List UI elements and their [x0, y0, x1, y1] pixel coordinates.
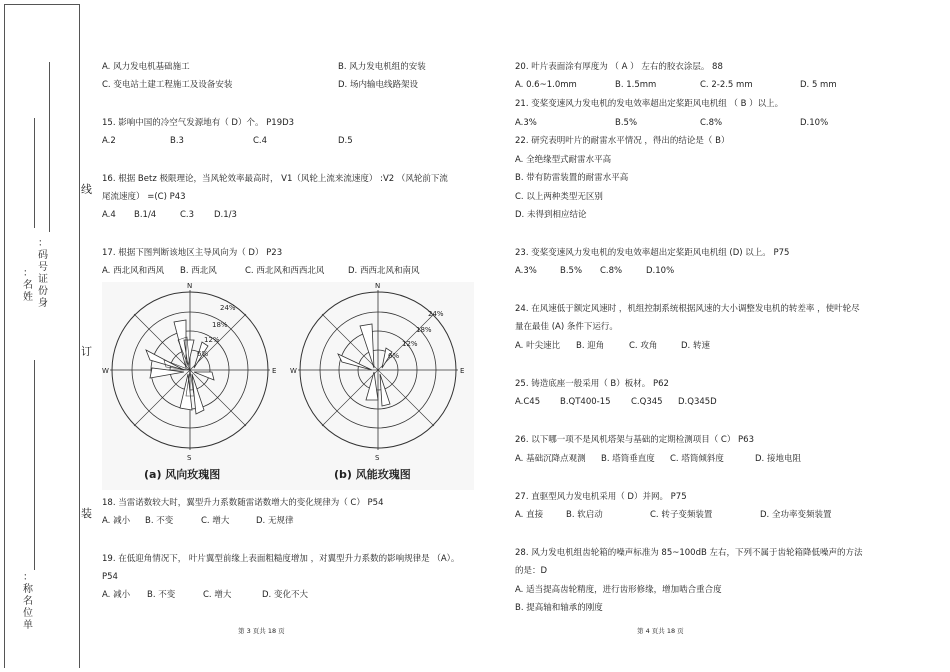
q23-text: 23. 变桨变速风力发电机的发电效率超出定桨距风电机组 (D) 以上。 P75 [515, 248, 790, 258]
q19-option-b: B. 不变 [147, 590, 176, 600]
q24-option-d: D. 转速 [681, 341, 710, 351]
name-label: ：名姓 [23, 268, 33, 303]
q16-option-a: A.4 [102, 210, 116, 220]
rose-b-south-label: S [375, 454, 380, 462]
rose-a-ring-24: 24% [220, 304, 236, 312]
q23-option-b: B.5% [560, 266, 583, 276]
q18-option-d: D. 无规律 [256, 516, 294, 526]
q24-option-a: A. 叶尖速比 [515, 341, 561, 351]
q23-option-d: D.10% [646, 266, 675, 276]
rose-a-south-label: S [187, 454, 192, 462]
q21-option-d: D.10% [800, 118, 829, 128]
q24-option-b: B. 迎角 [576, 341, 605, 351]
q19-text-line1: 19. 在低迎角情况下， 叶片翼型前缘上表面粗糙度增加 ，对翼型升力系数的影响规律是 （A）。 [102, 554, 460, 564]
q27-option-d: D. 全功率变频装置 [760, 510, 832, 520]
q25-option-a: A.C45 [515, 397, 541, 407]
binding-rule [79, 4, 80, 668]
q22-option-d: D. 未得到相应结论 [515, 210, 587, 220]
q19-text-line2: P54 [102, 572, 118, 582]
q22-option-c: C. 以上两种类型无区别 [515, 192, 603, 202]
q25-option-b: B.QT400-15 [560, 397, 611, 407]
q26-option-a: A. 基础沉降点观测 [515, 454, 586, 464]
binding-mark-zhuang: 装 [81, 507, 92, 520]
q26-option-b: B. 塔筒垂直度 [601, 454, 655, 464]
unit-label: ：称名位单 [23, 572, 33, 631]
name-field-line [34, 118, 35, 228]
q22-option-b: B. 带有防雷装置的耐雷水平高 [515, 173, 629, 183]
q21-option-a: A.3% [515, 118, 537, 128]
rose-b-north-label: N [375, 282, 381, 290]
rose-a-ring-18: 18% [212, 321, 228, 329]
q24-text-line1: 24. 在风速低于额定风速时 ，机组控制系统根据风速的大小调整发电机的转差率 ，使叶轮尽 [515, 304, 860, 314]
rose-b-ring-24: 24% [428, 310, 444, 318]
rose-a-ring-6: 6% [197, 350, 209, 358]
q19-option-c: C. 增大 [203, 590, 232, 600]
q18-option-c: C. 增大 [201, 516, 230, 526]
wind-rose-figure [102, 282, 474, 490]
rose-a-caption: (a) 风向玫瑰图 [144, 468, 221, 481]
q18-text: 18. 当雷诺数较大时，翼型升力系数随雷诺数增大的变化规律为（ C） P54 [102, 498, 384, 508]
q20-option-b: B. 1.5mm [615, 80, 657, 90]
id-field-line [49, 62, 50, 232]
q23-option-c: C.8% [600, 266, 623, 276]
q21-option-b: B.5% [615, 118, 638, 128]
q17-option-d: D. 西西北风和南风 [348, 266, 420, 276]
q28-option-a: A. 适当提高齿轮精度，进行齿形修缘，增加啮合重合度 [515, 585, 722, 595]
q26-text: 26. 以下哪一项不是风机塔架与基础的定期检测项目（ C） P63 [515, 435, 755, 445]
rose-b-caption: (b) 风能玫瑰图 [334, 468, 411, 481]
rose-a-east-label: E [272, 367, 277, 375]
q28-text-line1: 28. 风力发电机组齿轮箱的噪声标准为 85~100dB 左右，下列不属于齿轮箱降低噪声的方法 [515, 548, 863, 558]
q25-option-c: C.Q345 [631, 397, 663, 407]
rose-b-ring-18: 18% [416, 326, 432, 334]
q19-option-a: A. 减小 [102, 590, 131, 600]
q28-option-b: B. 提高轴和轴承的刚度 [515, 603, 603, 613]
q26-option-c: C. 塔筒倾斜度 [670, 454, 724, 464]
q17-option-a: A. 西北风和西风 [102, 266, 165, 276]
q20-text: 20. 叶片表面涂有厚度为 （ A ） 左右的胶衣涂层。 88 [515, 62, 723, 72]
q24-text-line2: 量在最佳 (A) 条件下运行。 [515, 322, 618, 332]
rose-a-west-label: W [102, 367, 109, 375]
q22-text: 22. 研究表明叶片的耐雷水平情况 ，得出的结论是（ B） [515, 136, 730, 146]
q14-option-c: C. 变电站土建工程施工及设备安装 [102, 80, 233, 90]
rose-b-west-label: W [290, 367, 297, 375]
binding-mark-ding: 订 [81, 345, 92, 358]
q20-option-d: D. 5 mm [800, 80, 837, 90]
q15-option-d: D.5 [338, 136, 353, 146]
q15-option-a: A.2 [102, 136, 116, 146]
q27-option-b: B. 软启动 [566, 510, 603, 520]
q15-option-b: B.3 [170, 136, 184, 146]
q14-option-a: A. 风力发电机基础施工 [102, 62, 190, 72]
id-number-label: ：码号证份身 [38, 238, 48, 309]
q15-option-c: C.4 [253, 136, 268, 146]
right-page-footer: 第 4 页共 18 页 [637, 627, 684, 635]
q17-text: 17. 根据下图判断该地区主导风向为（ D） P23 [102, 248, 283, 258]
q28-text-line2: 的是：D [515, 566, 548, 576]
q17-option-b: B. 西北风 [180, 266, 217, 276]
q16-option-c: C.3 [180, 210, 195, 220]
q25-option-d: D.Q345D [678, 397, 717, 407]
q22-option-a: A. 全绝缘型式耐雷水平高 [515, 155, 612, 165]
outer-border-top [4, 4, 80, 5]
q27-option-a: A. 直接 [515, 510, 544, 520]
q23-option-a: A.3% [515, 266, 537, 276]
q14-option-b: B. 风力发电机组的安装 [338, 62, 426, 72]
left-page-footer: 第 3 页共 18 页 [238, 627, 285, 635]
rose-a-ring-12: 12% [204, 336, 220, 344]
q25-text: 25. 铸造底座一般采用（ B）板材。 P62 [515, 379, 669, 389]
q18-option-a: A. 减小 [102, 516, 131, 526]
q21-text: 21. 变桨变速风力发电机的发电效率超出定桨距风电机组 （ B ）以上。 [515, 99, 784, 109]
q18-option-b: B. 不变 [145, 516, 174, 526]
q16-text-line1: 16. 根据 Betz 极限理论，当风轮效率最高时， V1（风轮上流来流速度） :V2 （风轮前下流 [102, 174, 448, 184]
q17-option-c: C. 西北风和西西北风 [245, 266, 325, 276]
q27-text: 27. 直驱型风力发电机采用（ D）并网。 P75 [515, 492, 687, 502]
q24-option-c: C. 攻角 [629, 341, 658, 351]
outer-border-left [4, 4, 5, 668]
q19-option-d: D. 变化不大 [262, 590, 308, 600]
q16-text-line2: 尾流速度） =(C) P43 [102, 192, 186, 202]
unit-field-line [34, 360, 35, 570]
rose-b-ring-12: 12% [402, 340, 418, 348]
q16-option-b: B.1/4 [134, 210, 157, 220]
q20-option-c: C. 2-2.5 mm [700, 80, 753, 90]
q26-option-d: D. 接地电阻 [755, 454, 801, 464]
rose-b-east-label: E [460, 367, 465, 375]
q16-option-d: D.1/3 [214, 210, 237, 220]
q21-option-c: C.8% [700, 118, 723, 128]
q14-option-d: D. 场内输电线路架设 [338, 80, 418, 90]
rose-b-ring-6: 6% [388, 352, 400, 360]
rose-a-north-label: N [187, 282, 193, 290]
q15-text: 15. 影响中国的冷空气发源地有（ D）个。 P19D3 [102, 118, 295, 128]
q27-option-c: C. 转子变频装置 [650, 510, 713, 520]
binding-mark-xian: 线 [81, 183, 92, 196]
q20-option-a: A. 0.6~1.0mm [515, 80, 577, 90]
